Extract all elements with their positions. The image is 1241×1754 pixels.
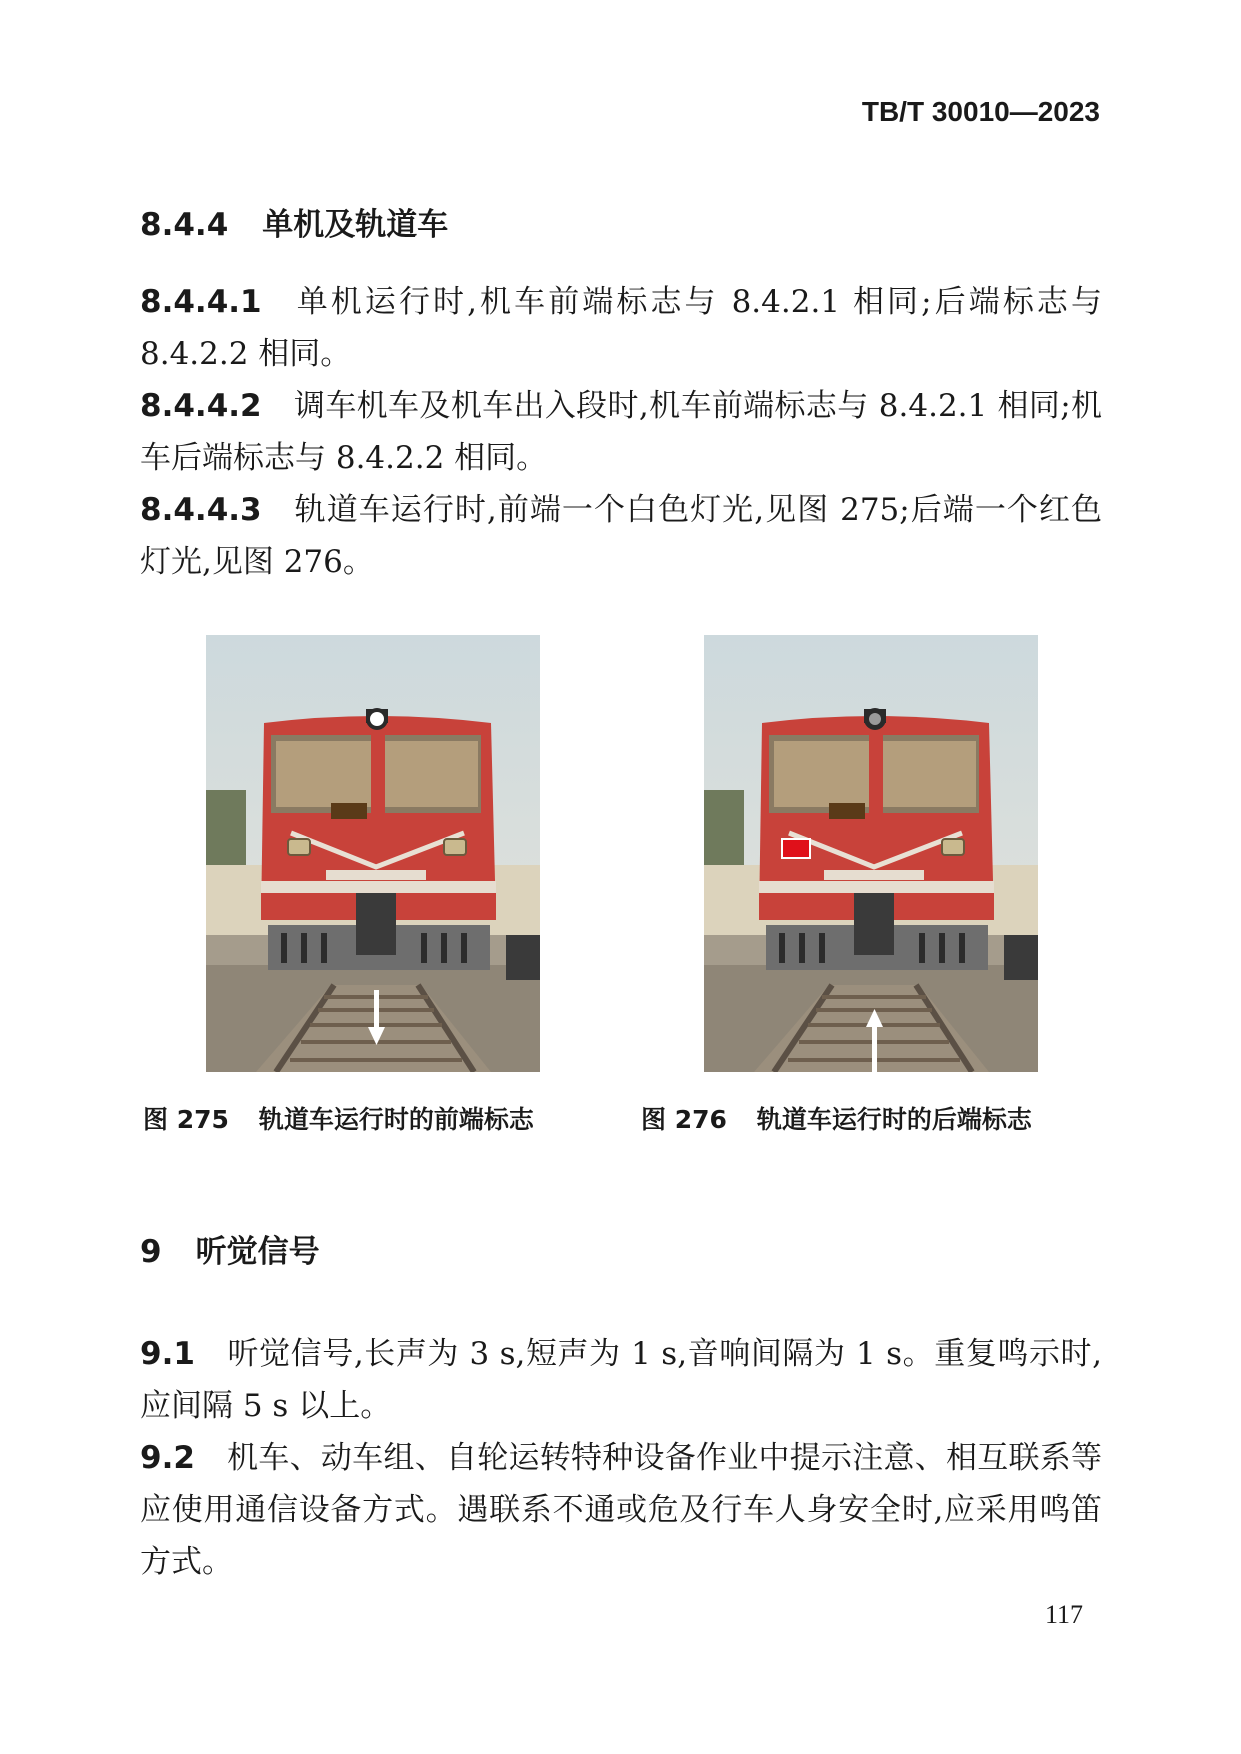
paragraph-number: 8.4.4.2 (140, 388, 262, 424)
paragraph-text: 听觉信号,长声为 3 s,短声为 1 s,音响间隔为 1 s。重复鸣示时,应间隔 5 s 以上。 (140, 1336, 1102, 1424)
section-title: 单机及轨道车 (262, 207, 449, 243)
figure-275-caption (143, 1100, 534, 1136)
section-heading-9 (140, 1230, 1102, 1274)
white-signal-light (370, 712, 384, 726)
paragraph-number: 8.4.4.3 (140, 492, 262, 528)
paragraph-8-4-4-1 (140, 276, 1102, 380)
figure-caption-text: 轨道车运行时的后端标志 (756, 1105, 1032, 1134)
paragraph-9-2 (140, 1432, 1102, 1588)
section-heading-8-4-4 (140, 203, 1102, 247)
section-number: 8.4.4 (140, 207, 229, 243)
page-number: 117 (1045, 1600, 1084, 1629)
paragraph-9-1 (140, 1328, 1102, 1432)
figure-number: 图 276 (641, 1105, 727, 1134)
locomotive-front (261, 708, 496, 970)
paragraph-number: 9.2 (140, 1440, 195, 1476)
paragraph-text: 机车、动车组、自轮运转特种设备作业中提示注意、相互联系等应使用通信设备方式。遇联系不通或危及行车人身安全时,应采用鸣笛方式。 (140, 1440, 1102, 1580)
section-number: 9 (140, 1234, 162, 1270)
figure-number: 图 275 (143, 1105, 229, 1134)
figure-caption-text: 轨道车运行时的前端标志 (258, 1105, 534, 1134)
paragraphs-9 (140, 1328, 1102, 1588)
paragraph-text: 单机运行时,机车前端标志与 8.4.2.1 相同;后端标志与 8.4.2.2 相同。 (140, 284, 1102, 372)
figure-276-photo (704, 635, 1038, 1072)
paragraph-number: 8.4.4.1 (140, 284, 262, 320)
section-title: 听觉信号 (195, 1234, 320, 1270)
paragraph-text: 轨道车运行时,前端一个白色灯光,见图 275;后端一个红色灯光,见图 276。 (140, 492, 1102, 580)
figure-275-photo (206, 635, 540, 1072)
paragraphs-8-4-4 (140, 276, 1102, 588)
figure-276-caption (641, 1100, 1032, 1136)
paragraph-text: 调车机车及机车出入段时,机车前端标志与 8.4.2.1 相同;机车后端标志与 8.4.2.2 相同。 (140, 388, 1102, 476)
standard-code: TB/T 30010—2023 (861, 96, 1100, 127)
paragraph-number: 9.1 (140, 1336, 195, 1372)
paragraph-8-4-4-2 (140, 380, 1102, 484)
red-signal-light (782, 839, 810, 858)
paragraph-8-4-4-3 (140, 484, 1102, 588)
